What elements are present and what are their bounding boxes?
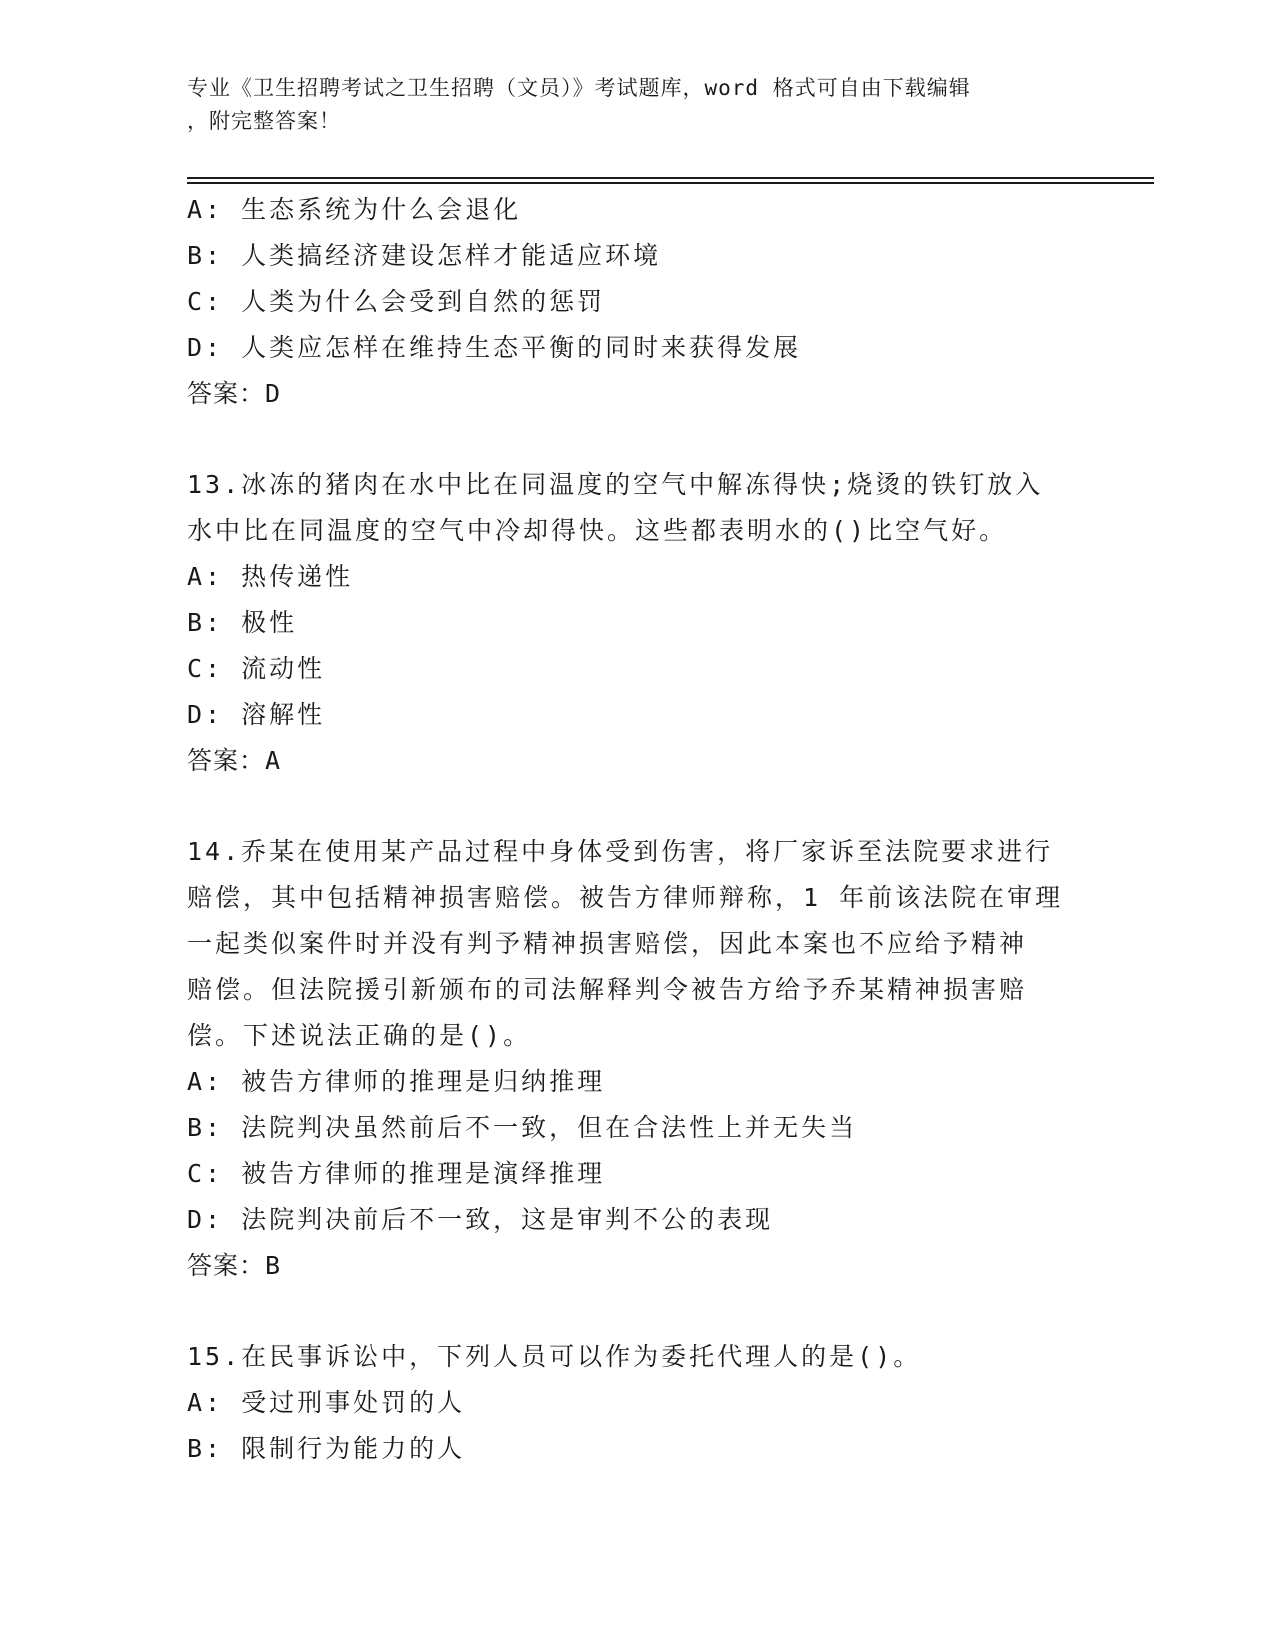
question-14 (187, 829, 1087, 1289)
option-c: C: 流动性 (187, 654, 326, 683)
question-stem-line: 赔偿。但法院援引新颁布的司法解释判令被告方给予乔某精神损害赔 (187, 975, 1028, 1004)
question-list (187, 187, 1087, 1472)
option-b: B: 法院判决虽然前后不一致，但在合法性上并无失当 (187, 1113, 858, 1142)
question-stem-line: 14.乔某在使用某产品过程中身体受到伤害，将厂家诉至法院要求进行 (187, 837, 1054, 866)
question-13 (187, 462, 1087, 784)
question-stem-line: 水中比在同温度的空气中冷却得快。这些都表明水的()比空气好。 (187, 516, 1008, 545)
question-stem-line: 13.冰冻的猪肉在水中比在同温度的空气中解冻得快;烧烫的铁钉放入 (187, 470, 1044, 499)
question-12 (187, 187, 1087, 417)
option-b: B: 限制行为能力的人 (187, 1434, 466, 1463)
option-a: A: 热传递性 (187, 562, 354, 591)
question-15 (187, 1334, 1087, 1472)
spacer (187, 417, 1087, 462)
option-d: D: 溶解性 (187, 700, 326, 729)
question-stem-line: 15.在民事诉讼中，下列人员可以作为委托代理人的是()。 (187, 1342, 922, 1371)
answer-line: 答案：D (187, 379, 282, 408)
header-line-2: ，附完整答案！ (187, 109, 341, 133)
question-stem-line: 偿。下述说法正确的是()。 (187, 1021, 532, 1050)
option-d: D: 人类应怎样在维持生态平衡的同时来获得发展 (187, 333, 802, 362)
document-header (187, 72, 1087, 138)
header-rule-bottom (187, 182, 1154, 184)
option-b: B: 极性 (187, 608, 298, 637)
option-a: A: 受过刑事处罚的人 (187, 1388, 466, 1417)
spacer (187, 1289, 1087, 1334)
option-c: C: 被告方律师的推理是演绎推理 (187, 1159, 606, 1188)
option-d: D: 法院判决前后不一致，这是审判不公的表现 (187, 1205, 774, 1234)
question-stem-line: 一起类似案件时并没有判予精神损害赔偿，因此本案也不应给予精神 (187, 929, 1028, 958)
question-stem-line: 赔偿，其中包括精神损害赔偿。被告方律师辩称，1 年前该法院在审理 (187, 883, 1064, 912)
option-a: A: 被告方律师的推理是归纳推理 (187, 1067, 606, 1096)
header-rule-top (187, 177, 1154, 179)
header-line-1: 专业《卫生招聘考试之卫生招聘（文员）》考试题库，word 格式可自由下载编辑 (187, 76, 971, 100)
answer-line: 答案：B (187, 1251, 282, 1280)
answer-line: 答案：A (187, 746, 282, 775)
option-b: B: 人类搞经济建设怎样才能适应环境 (187, 241, 662, 270)
spacer (187, 784, 1087, 829)
option-c: C: 人类为什么会受到自然的惩罚 (187, 287, 606, 316)
option-a: A: 生态系统为什么会退化 (187, 195, 522, 224)
